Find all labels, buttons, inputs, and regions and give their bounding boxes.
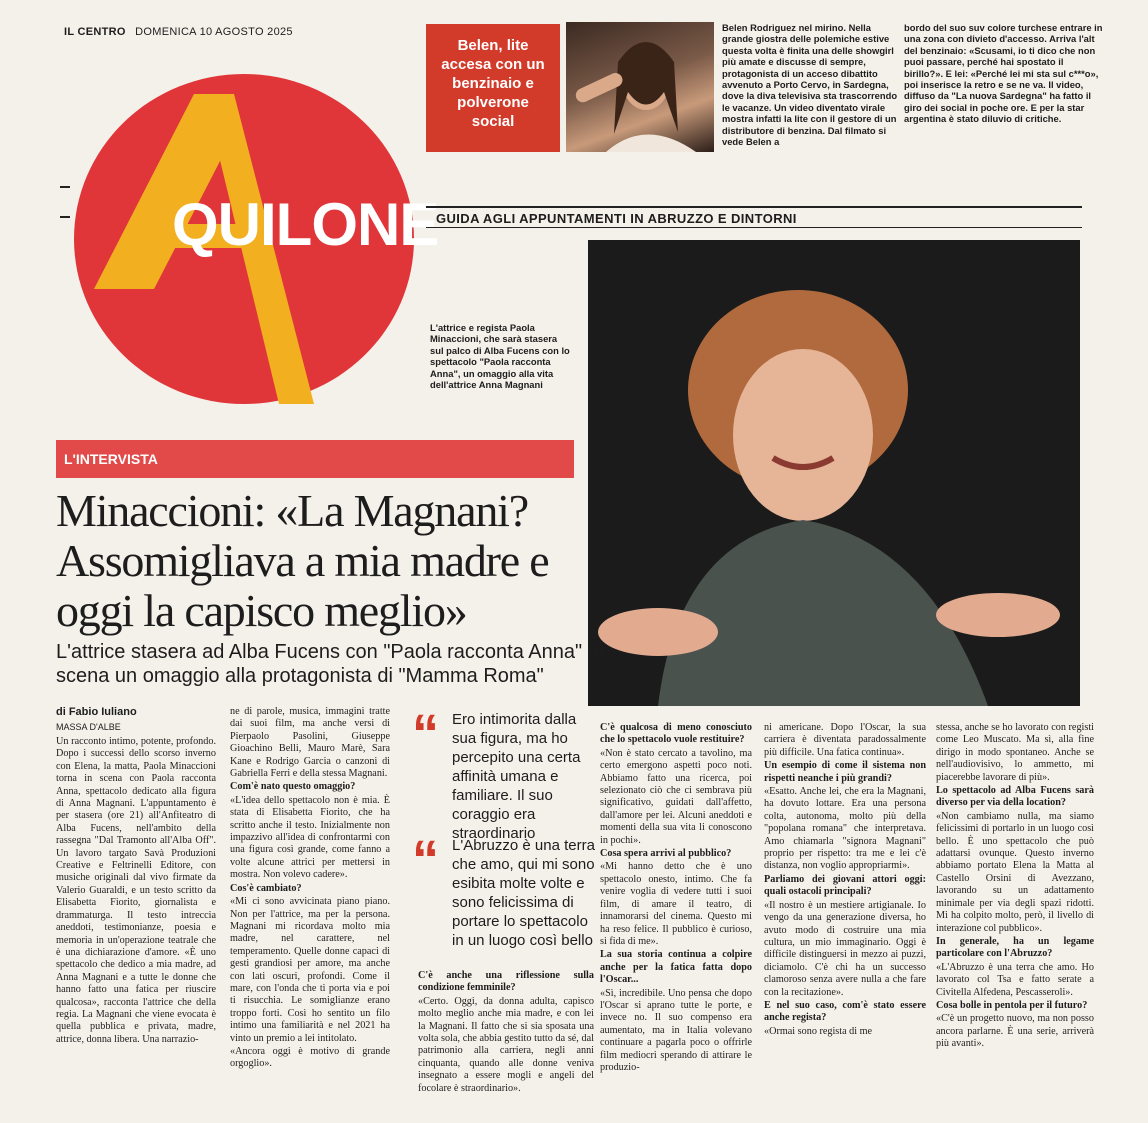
col6-question-2: In generale, ha un legame particolare con l'Abruzzo? bbox=[936, 935, 1094, 960]
quote-mark-icon: “ bbox=[412, 830, 439, 890]
aquilone-logo-wordmark bbox=[172, 190, 438, 259]
col6-question-1: Lo spettacolo ad Alba Fucens sarà diverso per via della location? bbox=[936, 785, 1094, 809]
article-column-4 bbox=[600, 722, 752, 1075]
pull-quote-1 bbox=[412, 704, 592, 843]
col4-answer-2: «Mi hanno detto che è uno spettacolo onesto, intimo. Che fa venire voglia di vedere tutti i suoi film, di amare il teatro, di innamorarsi del cinema. Questo mi ha reso felice. Il pubblico è curioso, si fida di me». bbox=[600, 861, 752, 947]
col5-question-1: Un esempio di come il sistema non rispetti neanche i più grandi? bbox=[764, 760, 926, 784]
photo-caption: L'attrice e regista Paola Minaccioni, che sarà stasera sul palco di Alba Fucens con lo spettacolo "Paola racconta Anna", un omaggio alla vita dell'attrice Anna Magnani bbox=[430, 322, 570, 391]
col5-answer-2: «Il nostro è un mestiere artigianale. Io vengo da una generazione diversa, ho avuto modo di costruire una mia cultura, un mio immaginario. Oggi è difficile distinguersi in mezzo ai puzzi, diciamolo. C'è chi ha un successo clamoroso senza avere nulla a che fare con la recitazione». bbox=[764, 899, 926, 998]
hero-photo bbox=[588, 240, 1080, 706]
byline: di Fabio Iuliano bbox=[56, 706, 137, 718]
col4-question-1: C'è qualcosa di meno conosciuto che lo spettacolo vuole restituire? bbox=[600, 722, 752, 746]
article-headline: Minaccioni: «La Magnani? Assomigliava a mia madre e oggi la capisco meglio» bbox=[56, 485, 549, 636]
pull-quote-2-text: L'Abruzzo è una terra che amo, qui mi sono esibita molte volte e sono felicissima di portare lo spettacolo in un luogo così bello bbox=[452, 837, 595, 949]
col6-answer-3: «C'è un progetto nuovo, ma non posso ancora parlarne. È una serie, arriverà più avanti». bbox=[936, 1013, 1094, 1050]
article-subhead: L'attrice stasera ad Alba Fucens con "Paola racconta Anna" In scena un omaggio alla protagonista di "Mamma Roma" bbox=[56, 641, 605, 687]
col3-answer-1: «Certo. Oggi, da donna adulta, capisco molto meglio anche mia madre, e con lei la Magnani. Il fatto che si sia sposata una volta sola, che abbia gestito tutto da sé, dal patrimonio alla carriera, negli anni cinquanta, quando alle donne veniva insegnato a essere mogli e angeli del focolare è straordinario». bbox=[418, 995, 594, 1094]
belen-photo-illustration bbox=[566, 22, 714, 152]
logo-tick-left bbox=[60, 186, 70, 188]
article-column-6 bbox=[936, 722, 1094, 1052]
logo-tick-left-2 bbox=[60, 216, 70, 218]
article-column-2 bbox=[230, 706, 390, 1072]
col3-question-1: C'è anche una riflessione sulla condizione femminile? bbox=[418, 970, 594, 994]
pull-quote-1-text: Ero intimorita dalla sua figura, ma ho percepito una certa affinità umana e familiare. Il suo coraggio era straordinario bbox=[452, 711, 581, 842]
hero-photo-illustration bbox=[588, 240, 1080, 706]
quote-mark-icon: “ bbox=[412, 704, 439, 764]
col2-question-2: Cos'è cambiato? bbox=[230, 882, 302, 894]
col6-answer-1: «Non cambiamo nulla, ma siamo felicissimi di portarlo in un luogo così bello. È uno spettacolo che può adattarsi ovunque. Questo inverno abbiamo portato Elena la Matta al Castello Orsini di Avezzano, lavorando su un adattamento minimale per via degli spazi ridotti. Mi ha colpito molto, però, il livello di interazione col pubblico». bbox=[936, 810, 1094, 934]
kicker-bar bbox=[56, 440, 574, 478]
col5-question-2: Parliamo dei giovani attori oggi: quali ostacoli principali? bbox=[764, 873, 926, 898]
pull-quote-2 bbox=[412, 830, 602, 950]
col6-question-3: Cosa bolle in pentola per il futuro? bbox=[936, 999, 1088, 1011]
article-column-5 bbox=[764, 722, 926, 1039]
belen-photo bbox=[566, 22, 714, 152]
paper-name: IL CENTRO bbox=[64, 26, 126, 38]
col2-answer-1: «L'idea dello spettacolo non è mia. È stata di Elisabetta Fiorito, che ha scritto anche il testo. Inizialmente non impazzivo all'idea di confrontarmi con una figura così grande, come fanno a volte alcune attrici per mettersi in mostra. Non volevo cadere». bbox=[230, 794, 390, 881]
belen-teaser-text-col2: bordo del suo suv colore turchese entrare in una zona con divieto d'accesso. Arriva l'alt del benzinaio: «Scusami, io ti dico che non puoi passare, perché hai spostato il birillo?». E lei: «Perché lei mi sta sul c***o», poi inserisce la retro e se ne va. Il video, diffuso da "La nuova Sardegna" ha fatto il giro dei social in poche ore. E per la star argentina è stato diluvio di critiche. bbox=[904, 22, 1103, 125]
col4-answer-3: «Sì, incredibile. Uno pensa che dopo l'Oscar si aprano tutte le porte, e invece no. Il suo compenso era aumentato, ma in Italia volevano continuare a pagarla poco o offrirle film mediocri sperando di attirare le produzio- bbox=[600, 987, 752, 1073]
col6-answer-2: «L'Abruzzo è una terra che amo. Ho lavorato col Tsa e fatto serate a Civitella Alfedena, Pescasseroli». bbox=[936, 961, 1094, 998]
masthead bbox=[64, 26, 293, 38]
col5-answer-1: «Esatto. Anche lei, che era la Magnani, ha dovuto lottare. Era una persona colta, autonoma, molto più della "popolana romana" che interpretava. Amo chiamarla "signora Magnani" proprio per rispetto: tra me e lei c'è distanza, non voglio appropriarmi». bbox=[764, 786, 926, 872]
issue-date: DOMENICA 10 AGOSTO 2025 bbox=[135, 26, 293, 38]
col1-text: Un racconto intimo, potente, profondo. Dopo i successi dello scorso inverno con Elena, la matta, Paola Minaccioni torna in scena con Paola racconta Anna, spettacolo dedicato alla figura di Anna Magnani. L'appuntamento è per stasera (ore 21) all'Anfiteatro di Alba Fucens, nell'ambito della rassegna "Dal Tramonto all'Alba Off". Un lavoro targato Savà Produzioni Creative e Feltrinelli Editore, con musiche originali dal vivo firmate da Valerio Guaraldi, e un testo scritto da Elisabetta Fiorito, giornalista e drammaturga. Il testo intreccia aneddoti, testimonianze, poesia e memoria in un'operazione teatrale che è una dichiarazione d'amore. «È uno spettacolo che dedico a mia madre, ad Anna Magnani e a tutte le donne che hanno fatto una fatica per riuscire qualcosa», racconta l'attrice che della regia. La Magnani che viene evocata è quella pubblica e privata, madre, attrice, donna libera. Una narrazio- bbox=[56, 736, 216, 1045]
article-column-3 bbox=[418, 970, 594, 1096]
belen-teaser-text-col1: Belen Rodriguez nel mirino. Nella grande giostra delle polemiche estive questa volta è finita una delle showgirl più amate e discusse di sempre, protagonista di un acceso dibattito avvenuto a Porto Cervo, in Sardegna, dove la diva televisiva sta trascorrendo le vacanze. Un video diventato virale mostra infatti la lite con il gestore di un distributore di benzina. Dal filmato si vede Belen a bbox=[722, 22, 898, 148]
col6-answer-0: stessa, anche se ho lavorato con registi come Leo Muscato. Ma sì, alla fine dirigo in modo spontaneo. Anche se nell'audiovisivo, lo ammetto, mi piacerebbe lavorare di più». bbox=[936, 722, 1094, 783]
article-column-1 bbox=[56, 736, 216, 1047]
col2-answer-2: «Mi ci sono avvicinata piano piano. Non per l'attrice, ma per la persona. Magnani mi ricordava molto mia madre, nel carattere, nel temperamento. Quelle donne capaci di gesti grandiosi per amore, ma anche con lati oscuri, profondi. Come il mare, con l'onda che ti porta via e poi ti risucchia. Le somiglianze erano troppo forti. Così ho sentito un filo intimo una familiarità e nel 2021 ha vinto un premio a lei intitolato. bbox=[230, 896, 390, 1044]
section-title: GUIDA AGLI APPUNTAMENTI IN ABRUZZO E DINTORNI bbox=[426, 206, 1082, 228]
col5-question-3: E nel suo caso, com'è stato essere anche regista? bbox=[764, 999, 926, 1024]
col2-text: ne di parole, musica, immagini tratte dai suoi film, ma anche versi di Pierpaolo Pasolini, Giuseppe Gioachino Belli, Mauro Marè, Sara Kane e Rodrigo Garcia o canzoni di Gabriella Ferri e della stessa Magnani. bbox=[230, 706, 390, 780]
col4-question-3: La sua storia continua a colpire anche per la fatica fatta dopo l'Oscar... bbox=[600, 949, 752, 986]
col2-answer-3: «Ancora oggi è motivo di grande orgoglio». bbox=[230, 1045, 390, 1070]
col4-question-2: Cosa spera arrivi al pubblico? bbox=[600, 848, 732, 860]
belen-teaser-headline: Belen, lite accesa con un benzinaio e polverone social bbox=[426, 24, 560, 152]
col2-question-1: Com'è nato questo omaggio? bbox=[230, 781, 356, 793]
kicker-label: L'INTERVISTA bbox=[64, 451, 158, 467]
col5-answer-0: ni americane. Dopo l'Oscar, la sua carriera è diventata paradossalmente più difficile. Una fatica continua». bbox=[764, 722, 926, 758]
col4-answer-1: «Non è stato cercato a tavolino, ma certo emergono aspetti poco noti. Abbiamo fatto una ricerca, poi selezionato ciò che ci sembrava più significativo, guidati dall'affetto, dall'amore per lei. Alcuni aneddoti e momenti della sua vita li conoscono in pochi». bbox=[600, 747, 752, 846]
col5-answer-3: «Ormai sono regista di me bbox=[764, 1025, 873, 1037]
dateline: MASSA D'ALBE bbox=[56, 722, 121, 732]
logo-wordmark: QUILONE bbox=[172, 191, 439, 258]
